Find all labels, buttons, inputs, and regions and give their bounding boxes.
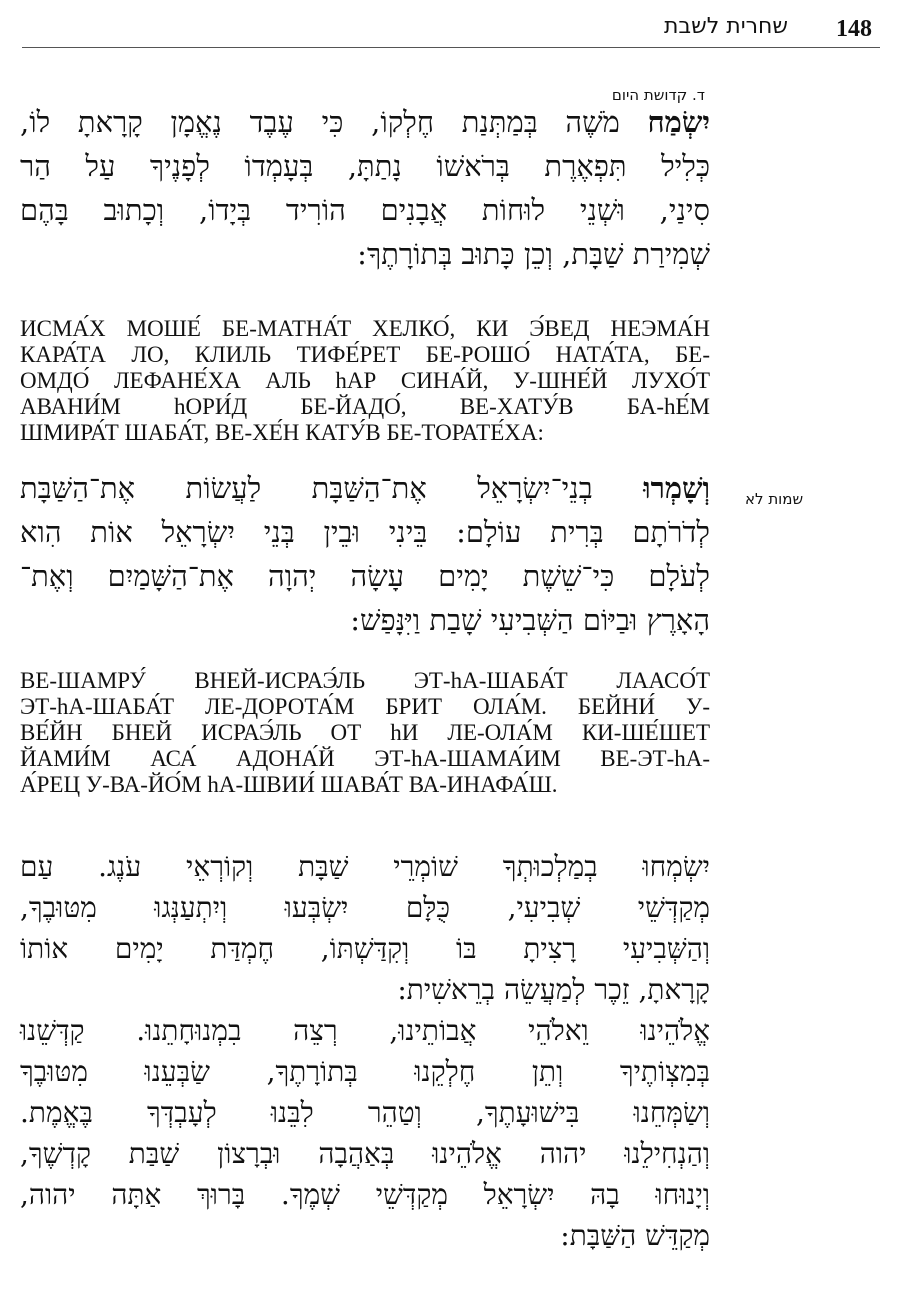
hebrew-line: הָאָרֶץ וּבַיּוֹם הַשְּׁבִיעִי שָׁבַת וַיִּנָּפַשׁ: <box>350 603 710 637</box>
hebrew-line: שְׁמִירַת שַׁבָּת, וְכֵן כָּתוּב בְּתוֹרָתֶךָ: <box>357 237 710 271</box>
yismach-moshe-transliteration <box>20 316 710 446</box>
veshamru-transliteration <box>20 668 710 798</box>
yismach-moshe-hebrew <box>20 100 710 276</box>
transliteration-line: А́РЕЦ У-ВА-ЙО́М hА-ШВИИ́ ШАВА́Т ВА-ИНАФА́Ш. <box>20 772 558 797</box>
hebrew-line: וְשַׂמְּחֵנוּ בִּישׁוּעָתֶךָ, וְטַהֵר לִבֵּנוּ לְעָבְדְּךָ בֶּאֱמֶת. <box>20 1096 710 1129</box>
transliteration-line: АВАНИ́М hОРИ́Д БЕ-ЙАДО́, ВЕ-ХАТУ́В БА-hЕ́М <box>20 394 710 419</box>
yismechu-hebrew <box>20 846 710 1256</box>
hebrew-line: קָרָאתָ, זֵכֶר לְמַעֲשֵׂה בְרֵאשִׁית: <box>397 973 710 1006</box>
transliteration-line: ЭТ-hА-ШАБА́Т ЛЕ-ДОРОТА́М БРИТ ОЛА́М. БЕЙНИ́ У- <box>20 694 710 719</box>
transliteration-line: КАРА́ТА ЛО, КЛИЛЬ ТИФЕ́РЕТ БЕ-РОШО́ НАТА́ТА, БЕ- <box>20 342 710 367</box>
hebrew-line: לְדֹרֹתָם בְּרִית עוֹלָם: בֵּינִי וּבֵין בְּנֵי יִשְׂרָאֵל אוֹת הִוא <box>20 515 710 549</box>
hebrew-line: יִשְׂמַח מֹשֶׁה בְּמַתְּנַת חֶלְקוֹ, כִּי עֶבֶד נֶאֱמָן קָרָאתָ לוֹ, <box>20 105 710 139</box>
hebrew-line: מְקַדֵּשׁ הַשַּׁבָּת: <box>560 1219 710 1252</box>
header-rule <box>22 47 880 48</box>
lead-word: יִשְׂמַח <box>647 105 710 139</box>
hebrew-line: סִינַי, וּשְׁנֵי לוּחוֹת אֲבָנִים הוֹרִיד בְּיָדוֹ, וְכָתוּב בָּהֶם <box>20 193 711 227</box>
hebrew-line: אֱלֹהֵינוּ וֵאלֹהֵי אֲבוֹתֵינוּ, רְצֵה בִמְנוּחָתֵנוּ. קַדְּשֵׁנוּ <box>20 1014 710 1047</box>
transliteration-line: ИСМА́Х МОШЕ́ БЕ-МАТНА́Т ХЕЛКО́, КИ Э́ВЕД НЕЭМА́Н <box>20 316 710 341</box>
running-title: שחרית לשבת <box>663 14 788 39</box>
lead-word: וְשָׁמְרוּ <box>643 471 710 505</box>
hebrew-line: לְעֹלָם כִּי־שֵׁשֶׁת יָמִים עָשָׂה יְהוָה אֶת־הַשָּׁמַיִם וְאֶת־ <box>20 559 710 593</box>
hebrew-line: כְּלִיל תִּפְאֶרֶת בְּרֹאשׁוֹ נָתַתָּ, בְּעָמְדוֹ לְפָנֶיךָ עַל הַר <box>20 149 710 183</box>
hebrew-line: וְהַנְחִילֵנוּ יהוה אֱלֹהֵינוּ בְּאַהֲבָה וּבְרָצוֹן שַׁבַּת קָדְשֶׁךָ, <box>20 1137 710 1170</box>
hebrew-line: וְהַשְּׁבִיעִי רָצִיתָ בּוֹ וְקִדַּשְׁתּוֹ, חֶמְדַּת יָמִים אוֹתוֹ <box>20 932 710 965</box>
transliteration-line: ВЕ-ШАМРУ́ ВНЕЙ-ИСРАЭ́ЛЬ ЭТ-hА-ШАБА́Т ЛААСО́Т <box>20 668 710 693</box>
margin-note: שמות לא <box>745 490 804 508</box>
hebrew-line: בְּמִצְוֹתֶיךָ וְתֵן חֶלְקֵנוּ בְּתוֹרָתֶךָ, שַׂבְּעֵנוּ מִטּוּבֶךָ <box>20 1055 710 1088</box>
transliteration-line: ЙАМИ́М АСА́ АДОНА́Й ЭТ-hА-ШАМА́ИМ ВЕ-ЭТ-hА- <box>20 746 710 771</box>
hebrew-line: וְיָנוּחוּ בָהּ יִשְׂרָאֵל מְקַדְּשֵׁי שְׁמֶךָ. בָּרוּךְ אַתָּה יהוה, <box>20 1178 710 1211</box>
transliteration-line: ШМИРА́Т ШАБА́Т, ВЕ-ХЕ́Н КАТУ́В БЕ-ТОРАТЕ́ХА: <box>20 420 544 445</box>
hebrew-line: מְקַדְּשֵׁי שְׁבִיעִי, כֻּלָּם יִשְׂבְּעוּ וְיִתְעַנְּגוּ מִטּוּבֶךָ, <box>20 891 710 924</box>
hebrew-line: יִשְׂמְחוּ בְמַלְכוּתְךָ שׁוֹמְרֵי שַׁבָּת וְקוֹרְאֵי עֹנֶג. עַם <box>20 850 710 883</box>
transliteration-line: ВЕ́ЙН БНЕЙ ИСРАЭ́ЛЬ ОТ hИ ЛЕ-ОЛА́М КИ-ШЕ́ШЕТ <box>20 720 710 745</box>
section-label: ד. קדושת היום <box>611 86 705 104</box>
hebrew-line: וְשָׁמְרוּ בְנֵי־יִשְׂרָאֵל אֶת־הַשַּׁבָּת לַעֲשׂוֹת אֶת־הַשַּׁבָּת <box>20 471 710 505</box>
transliteration-line: ОМДО́ ЛЕФАНЕ́ХА АЛЬ hАР СИНА́Й, У-ШНЕ́Й ЛУХО́Т <box>20 368 710 393</box>
page-number: 148 <box>836 16 872 42</box>
veshamru-hebrew <box>20 466 710 642</box>
